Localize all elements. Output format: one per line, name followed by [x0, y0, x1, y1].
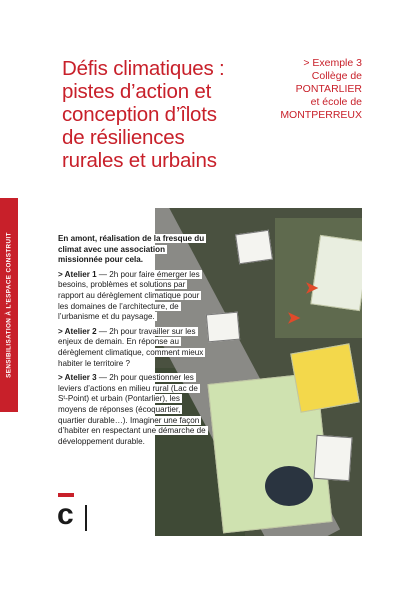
logo-letter: c: [57, 498, 74, 531]
example-line: > Exemple 3: [303, 57, 362, 69]
atelier-paragraph: [58, 270, 206, 323]
photo-paper-sheet: [310, 235, 362, 311]
title-line: pistes d’action et: [62, 80, 212, 103]
atelier-lead: > Atelier 1: [58, 269, 97, 279]
atelier-paragraph: [58, 373, 206, 447]
body-text: [58, 234, 206, 451]
example-reference: [242, 57, 362, 122]
side-label: SENSIBILISATION À L’ESPACE CONSTRUIT: [5, 232, 13, 378]
photo-model-house: [314, 435, 353, 481]
title-line: de résiliences: [62, 126, 185, 149]
arrow-icon: ➤: [287, 310, 301, 327]
title-line: rurales et urbains: [62, 149, 217, 172]
logo-accent-bar: [58, 493, 74, 497]
example-line: et école de: [310, 96, 362, 108]
atelier-lead: > Atelier 2: [58, 326, 97, 336]
atelier-text: — 2h pour questionner les leviers d’actions en milieu rural (Lac de Sᵗ-Point) et urbain (Pontarlier), les moyens de réponses (écoquartier, quartier durable…). Imaginer une façon d’habiter en respectant une démarche de développement durable.: [58, 373, 206, 446]
title-line: Défis climatiques :: [62, 57, 225, 80]
atelier-text: — 2h pour faire émerger les besoins, problèmes et solutions par rapport au dérèglement climatique pour les domaines de l’architecture, de l’urbanisme et du paysage.: [58, 269, 200, 322]
atelier-lead: > Atelier 3: [58, 373, 97, 383]
example-line: Collège de: [311, 70, 362, 82]
intro-text: En amont, réalisation de la fresque du climat avec une association missionnée pour cela.: [58, 234, 205, 265]
logo-divider: [85, 505, 87, 531]
atelier-text: — 2h pour travailler sur les enjeux de demain. En réponse au dérèglement climatique, comment mieux habiter le territoire ?: [58, 326, 204, 368]
photo-model-house: [206, 312, 240, 343]
example-line: PONTARLIER: [295, 83, 362, 95]
photo-pond: [265, 466, 313, 506]
arrow-icon: ➤: [305, 280, 319, 297]
photo-paper-sheet: [290, 343, 360, 413]
intro-paragraph: [58, 234, 206, 266]
title-line: conception d’îlots: [62, 103, 217, 126]
example-line: MONTPERREUX: [280, 109, 362, 121]
side-band: [0, 198, 18, 412]
atelier-paragraph: [58, 327, 206, 369]
photo-model-house: [235, 230, 273, 264]
